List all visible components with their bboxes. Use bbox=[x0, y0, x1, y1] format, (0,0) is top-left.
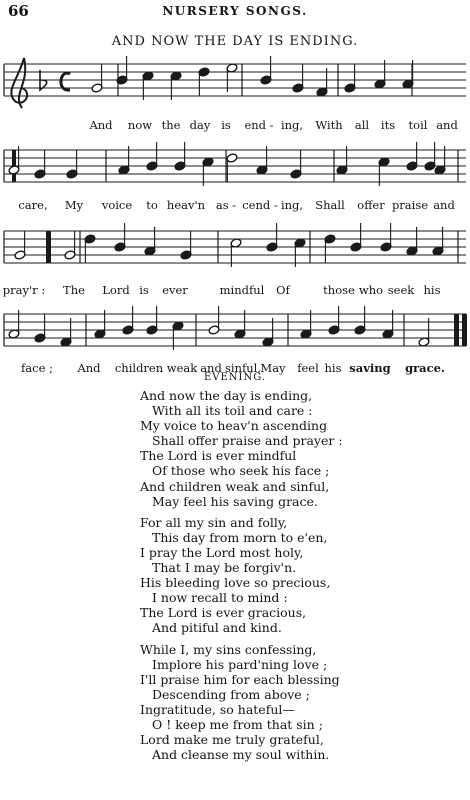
lyric-word: praise bbox=[391, 198, 429, 212]
poem-line: I'll praise him for each blessing bbox=[140, 671, 340, 687]
lyric-word: seek bbox=[387, 283, 415, 297]
final-barline bbox=[462, 314, 467, 346]
lyric-word: mindful bbox=[219, 283, 265, 297]
poem-line: Lord make me truly grateful, bbox=[140, 732, 324, 748]
lyric-word: day bbox=[189, 118, 211, 132]
treble-clef bbox=[11, 58, 27, 108]
poem-line: For all my sin and folly, bbox=[140, 514, 288, 530]
lyric-word: children bbox=[114, 361, 164, 375]
poem-title: EVENING. bbox=[203, 372, 267, 383]
lyric-word: The bbox=[63, 283, 85, 297]
poem-line: O ! keep me from that sin ; bbox=[152, 716, 323, 732]
poem-line: May feel his saving grace. bbox=[152, 493, 318, 509]
lyric-word: And bbox=[89, 118, 113, 132]
poem-line: I now recall to mind : bbox=[152, 590, 288, 606]
lyric-word: sinful, bbox=[225, 361, 261, 375]
lyric-word: and bbox=[433, 198, 455, 212]
poem-line: Ingratitude, so hateful— bbox=[140, 701, 295, 717]
poem-stanza-2 bbox=[140, 515, 470, 636]
lyric-word: the bbox=[161, 118, 181, 132]
lyric-word: grace. bbox=[405, 361, 445, 375]
poem-line: Descending from above ; bbox=[152, 686, 310, 702]
lyric-word: weak bbox=[166, 361, 198, 375]
lyric-word: With bbox=[315, 118, 343, 132]
running-head: NURSERY SONGS. bbox=[162, 4, 308, 18]
poem-stanza-3 bbox=[140, 642, 470, 763]
poem-line: Of those who seek his face ; bbox=[152, 463, 330, 479]
lyric-word: those bbox=[323, 283, 355, 297]
poem-stanza-1 bbox=[140, 388, 470, 509]
lyric-word: Lord bbox=[102, 283, 130, 297]
poem-line: His bleeding love so precious, bbox=[140, 575, 331, 591]
lyric-line-2 bbox=[0, 198, 470, 212]
lyric-word: feel bbox=[297, 361, 319, 375]
poem-line: The Lord is ever mindful bbox=[140, 448, 297, 464]
lyric-word: who bbox=[358, 283, 384, 297]
song-title: AND NOW THE DAY IS ENDING. bbox=[111, 34, 359, 49]
lyric-word: end - bbox=[244, 118, 274, 132]
lyric-word: his bbox=[324, 361, 342, 375]
lyric-word: as - bbox=[215, 198, 237, 212]
lyric-word: heav'n bbox=[166, 198, 206, 212]
lyric-word: Of bbox=[276, 283, 290, 297]
lyric-word: is bbox=[139, 283, 149, 297]
lyric-word: pray'r : bbox=[2, 283, 46, 297]
lyric-word: and bbox=[200, 361, 222, 375]
page-number: 66 bbox=[8, 2, 29, 20]
lyric-word: face ; bbox=[21, 361, 53, 375]
lyric-word: to bbox=[146, 198, 158, 212]
lyric-word: cend - bbox=[242, 198, 278, 212]
poem-line: The Lord is ever gracious, bbox=[140, 605, 307, 621]
lyric-word: voice bbox=[101, 198, 133, 212]
lyric-word: toil bbox=[408, 118, 428, 132]
poem-line: Shall offer praise and prayer : bbox=[152, 433, 343, 449]
lyric-line-3 bbox=[0, 283, 470, 297]
lyric-word: his bbox=[423, 283, 441, 297]
lyric-word: Shall bbox=[315, 198, 345, 212]
poem-line: My voice to heav'n ascending bbox=[140, 418, 328, 434]
poem bbox=[140, 388, 470, 768]
lyric-word: all bbox=[354, 118, 370, 132]
lyric-word: saving bbox=[349, 361, 391, 375]
lyric-line-1 bbox=[0, 118, 470, 132]
poem-line: And pitiful and kind. bbox=[152, 620, 282, 636]
poem-line: This day from morn to e'en, bbox=[152, 529, 328, 545]
lyric-word: ing, bbox=[280, 118, 304, 132]
poem-line: And now the day is ending, bbox=[140, 388, 313, 403]
lyric-word: its bbox=[380, 118, 396, 132]
lyric-word: is bbox=[221, 118, 231, 132]
poem-line: And cleanse my soul within. bbox=[152, 747, 330, 763]
double-barline bbox=[46, 231, 51, 263]
lyric-word: My bbox=[64, 198, 84, 212]
lyric-word: ever bbox=[162, 283, 188, 297]
lyric-word: And bbox=[77, 361, 101, 375]
poem-line: I pray the Lord most holy, bbox=[140, 544, 304, 560]
lyric-word: May bbox=[260, 361, 286, 375]
lyric-word: care, bbox=[18, 198, 48, 212]
poem-line: With all its toil and care : bbox=[152, 403, 313, 419]
final-barline bbox=[454, 314, 459, 346]
poem-line: And children weak and sinful, bbox=[140, 478, 330, 494]
lyric-word: and bbox=[436, 118, 458, 132]
poem-line: While I, my sins confessing, bbox=[140, 641, 317, 657]
lyric-word: ing, bbox=[280, 198, 304, 212]
poem-line: Implore his pard'ning love ; bbox=[152, 656, 328, 672]
poem-line: That I may be forgiv'n. bbox=[152, 560, 297, 576]
lyric-word: now bbox=[127, 118, 153, 132]
lyric-word: offer bbox=[357, 198, 385, 212]
music-score bbox=[0, 0, 470, 372]
